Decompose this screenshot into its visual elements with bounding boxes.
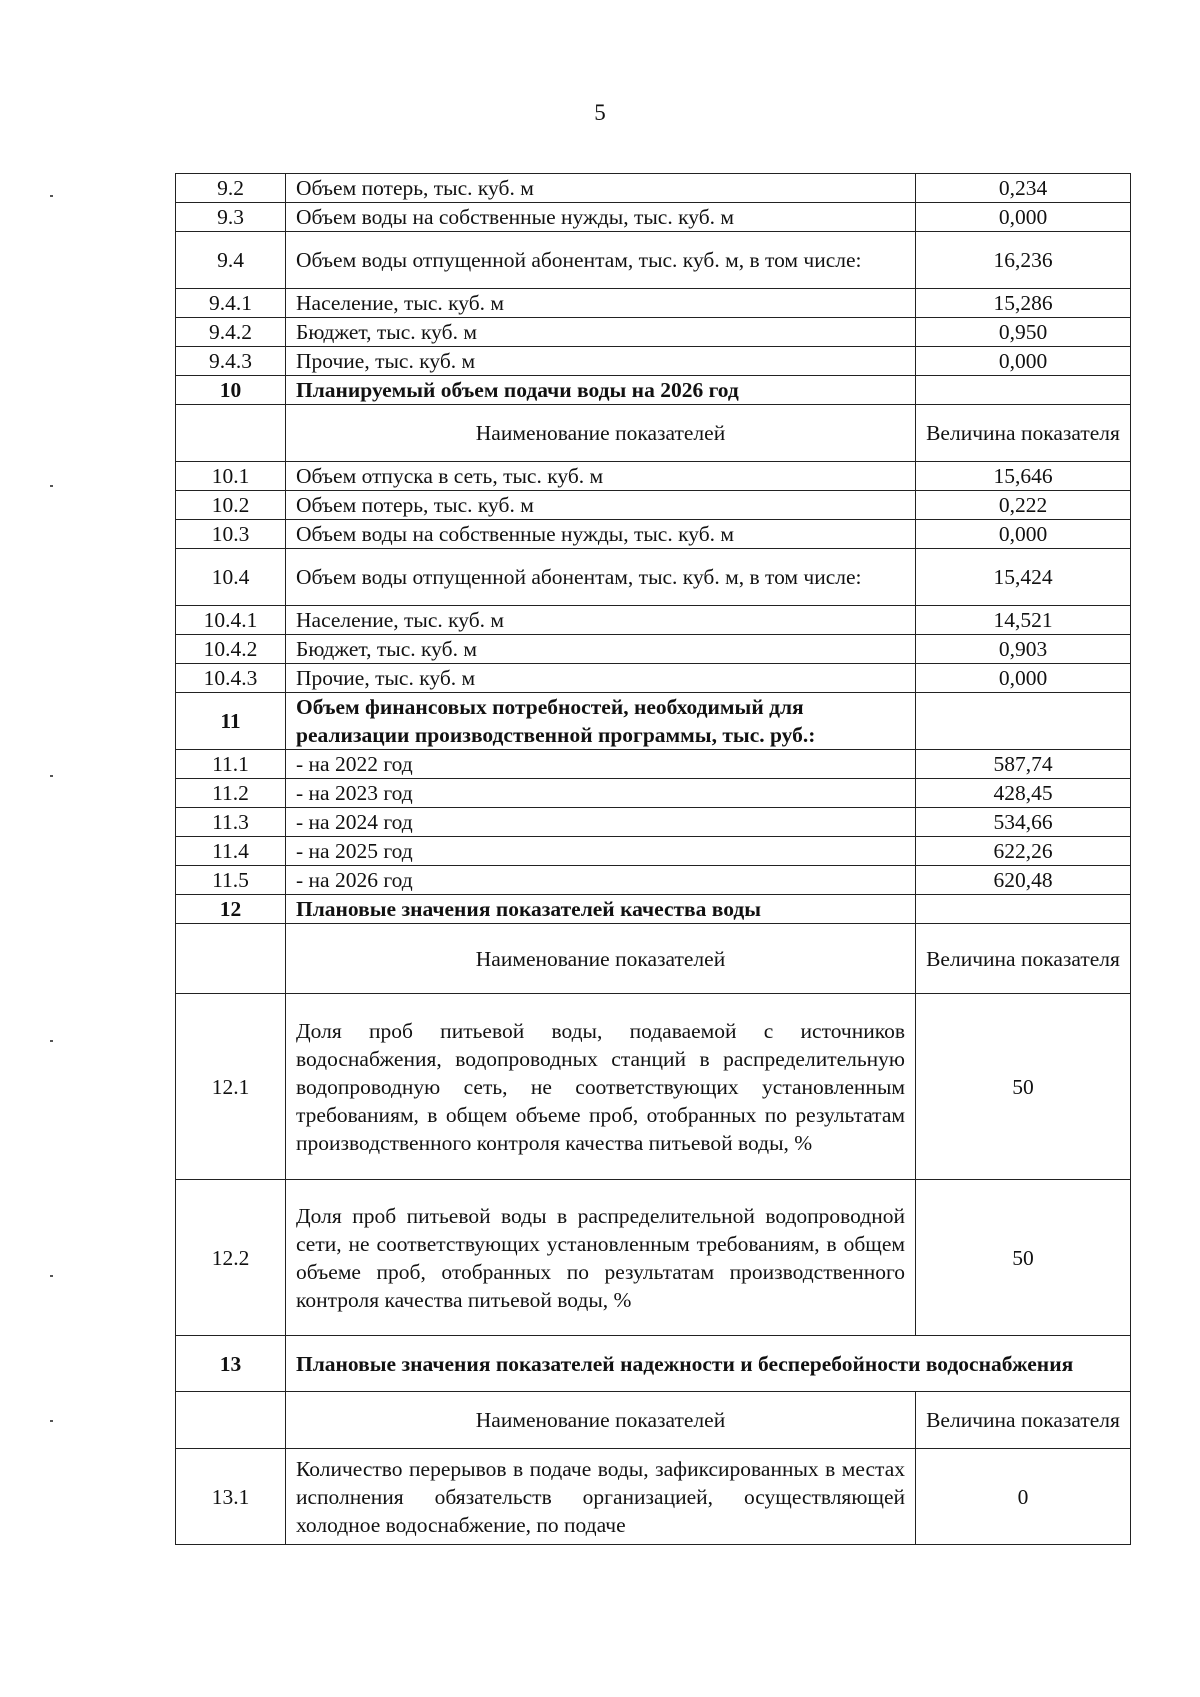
header-name: Наименование показателей xyxy=(286,405,916,462)
table-row xyxy=(176,491,1131,520)
row-value: 16,236 xyxy=(916,232,1131,289)
row-name: Объем отпуска в сеть, тыс. куб. м xyxy=(286,462,916,491)
row-number: 9.2 xyxy=(176,174,286,203)
table-row xyxy=(176,837,1131,866)
row-number: 11.5 xyxy=(176,866,286,895)
row-value: 534,66 xyxy=(916,808,1131,837)
row-name: Доля проб питьевой воды в распределительной водопроводной сети, не соответствующих установленным требованиям, в общем объеме проб, отобранных по результатам производственного контроля качества питьевой воды, % xyxy=(286,1180,916,1336)
row-value: 0,234 xyxy=(916,174,1131,203)
section-row xyxy=(176,693,1131,750)
row-value: 0 xyxy=(916,1449,1131,1545)
header-value: Величина показателя xyxy=(916,1392,1131,1449)
row-value: 0,000 xyxy=(916,203,1131,232)
row-name: - на 2025 год xyxy=(286,837,916,866)
section-row xyxy=(176,1336,1131,1392)
row-number: 9.3 xyxy=(176,203,286,232)
table-row xyxy=(176,664,1131,693)
table-row xyxy=(176,203,1131,232)
row-value: 620,48 xyxy=(916,866,1131,895)
row-name: Количество перерывов в подаче воды, зафиксированных в местах исполнения обязательств организацией, осуществляющей холодное водоснабжение, по подаче xyxy=(286,1449,916,1545)
row-name: Население, тыс. куб. м xyxy=(286,289,916,318)
row-number: 10.4.3 xyxy=(176,664,286,693)
row-number: 10.3 xyxy=(176,520,286,549)
table-row xyxy=(176,779,1131,808)
row-value: 0,903 xyxy=(916,635,1131,664)
table-row xyxy=(176,318,1131,347)
table-row xyxy=(176,232,1131,289)
indicators-table xyxy=(175,173,1131,1545)
table-row xyxy=(176,289,1131,318)
row-name: Прочие, тыс. куб. м xyxy=(286,664,916,693)
table-row xyxy=(176,808,1131,837)
row-number: 9.4.3 xyxy=(176,347,286,376)
row-value: 0,222 xyxy=(916,491,1131,520)
table-row xyxy=(176,549,1131,606)
row-number: 11.4 xyxy=(176,837,286,866)
row-value: 0,000 xyxy=(916,520,1131,549)
section-row xyxy=(176,376,1131,405)
row-number: 9.4 xyxy=(176,232,286,289)
header-number-empty xyxy=(176,405,286,462)
table-row xyxy=(176,606,1131,635)
table-row xyxy=(176,1180,1131,1336)
table-row xyxy=(176,994,1131,1180)
row-name: Прочие, тыс. куб. м xyxy=(286,347,916,376)
header-row xyxy=(176,405,1131,462)
section-value-empty xyxy=(916,895,1131,924)
section-title: Планируемый объем подачи воды на 2026 год xyxy=(286,376,916,405)
row-number: 12.2 xyxy=(176,1180,286,1336)
row-number: 10.4.2 xyxy=(176,635,286,664)
row-name: Объем потерь, тыс. куб. м xyxy=(286,491,916,520)
table-row xyxy=(176,750,1131,779)
header-row xyxy=(176,1392,1131,1449)
row-value: 0,000 xyxy=(916,347,1131,376)
row-value: 622,26 xyxy=(916,837,1131,866)
row-value: 0,950 xyxy=(916,318,1131,347)
row-name: Население, тыс. куб. м xyxy=(286,606,916,635)
header-value: Величина показателя xyxy=(916,405,1131,462)
row-value: 587,74 xyxy=(916,750,1131,779)
section-value-empty xyxy=(916,376,1131,405)
row-number: 11.1 xyxy=(176,750,286,779)
table-row xyxy=(176,347,1131,376)
section-number: 11 xyxy=(176,693,286,750)
row-name: Объем воды на собственные нужды, тыс. куб. м xyxy=(286,520,916,549)
table-row xyxy=(176,462,1131,491)
row-value: 15,646 xyxy=(916,462,1131,491)
header-number-empty xyxy=(176,924,286,994)
section-number: 12 xyxy=(176,895,286,924)
row-value: 428,45 xyxy=(916,779,1131,808)
row-name: - на 2024 год xyxy=(286,808,916,837)
row-name: Объем потерь, тыс. куб. м xyxy=(286,174,916,203)
header-number-empty xyxy=(176,1392,286,1449)
table-row xyxy=(176,520,1131,549)
section-number: 13 xyxy=(176,1336,286,1392)
header-value: Величина показателя xyxy=(916,924,1131,994)
row-number: 12.1 xyxy=(176,994,286,1180)
row-number: 9.4.2 xyxy=(176,318,286,347)
section-title: Плановые значения показателей надежности и бесперебойности водоснабжения xyxy=(286,1336,1131,1392)
section-value-empty xyxy=(916,693,1131,750)
header-name: Наименование показателей xyxy=(286,924,916,994)
header-name: Наименование показателей xyxy=(286,1392,916,1449)
row-name: Объем воды на собственные нужды, тыс. куб. м xyxy=(286,203,916,232)
row-value: 50 xyxy=(916,994,1131,1180)
row-name: Объем воды отпущенной абонентам, тыс. куб. м, в том числе: xyxy=(286,549,916,606)
section-row xyxy=(176,895,1131,924)
row-name: Бюджет, тыс. куб. м xyxy=(286,318,916,347)
row-name: - на 2026 год xyxy=(286,866,916,895)
table-row xyxy=(176,866,1131,895)
section-number: 10 xyxy=(176,376,286,405)
row-value: 50 xyxy=(916,1180,1131,1336)
section-title: Объем финансовых потребностей, необходимый для реализации производственной программы, тыс. руб.: xyxy=(286,693,916,750)
row-value: 14,521 xyxy=(916,606,1131,635)
row-name: Объем воды отпущенной абонентам, тыс. куб. м, в том числе: xyxy=(286,232,916,289)
header-row xyxy=(176,924,1131,994)
row-number: 11.3 xyxy=(176,808,286,837)
row-name: Доля проб питьевой воды, подаваемой с источников водоснабжения, водопроводных станций в распределительную водопроводную сеть, не соответствующих установленным требованиям, в общем объеме проб, отобранных по результатам производственного контроля качества питьевой воды, % xyxy=(286,994,916,1180)
row-value: 15,424 xyxy=(916,549,1131,606)
row-number: 10.4 xyxy=(176,549,286,606)
row-number: 10.2 xyxy=(176,491,286,520)
row-name: Бюджет, тыс. куб. м xyxy=(286,635,916,664)
table-row xyxy=(176,635,1131,664)
row-value: 0,000 xyxy=(916,664,1131,693)
section-title: Плановые значения показателей качества воды xyxy=(286,895,916,924)
row-number: 9.4.1 xyxy=(176,289,286,318)
row-number: 13.1 xyxy=(176,1449,286,1545)
table-row xyxy=(176,1449,1131,1545)
row-number: 10.1 xyxy=(176,462,286,491)
row-number: 10.4.1 xyxy=(176,606,286,635)
row-name: - на 2022 год xyxy=(286,750,916,779)
row-name: - на 2023 год xyxy=(286,779,916,808)
table-row xyxy=(176,174,1131,203)
row-number: 11.2 xyxy=(176,779,286,808)
page-number: 5 xyxy=(594,100,606,125)
row-value: 15,286 xyxy=(916,289,1131,318)
